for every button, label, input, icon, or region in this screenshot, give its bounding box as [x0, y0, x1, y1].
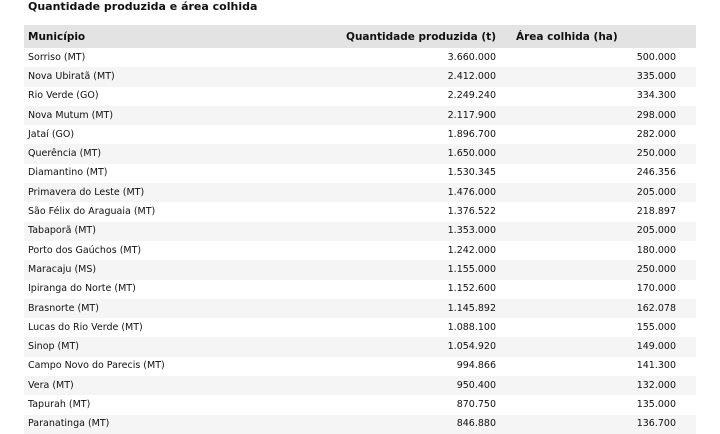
cell-quantidade: 1.242.000: [447, 244, 496, 256]
cell-municipio: Tapurah (MT): [28, 398, 91, 410]
cell-area: 141.300: [636, 360, 676, 372]
cell-quantidade: 1.376.522: [447, 206, 496, 218]
cell-municipio: Campo Novo do Parecis (MT): [28, 360, 165, 372]
table-header: [24, 25, 696, 48]
table-row: [24, 415, 696, 434]
cell-municipio: Diamantino (MT): [28, 167, 108, 179]
cell-municipio: Primavera do Leste (MT): [24, 183, 332, 202]
cell-quantidade: 1.530.345: [447, 167, 496, 179]
table-row: [24, 357, 696, 376]
cell-municipio: Vera (MT): [24, 376, 332, 395]
cell-municipio: Jataí (GO): [28, 128, 75, 140]
table-row: [24, 222, 696, 241]
cell-municipio: Sinop (MT): [24, 337, 332, 356]
table-row: [24, 48, 696, 67]
cell-area: 149.000: [504, 337, 696, 356]
cell-municipio: Nova Mutum (MT): [24, 106, 332, 125]
cell-municipio: Porto dos Gaúchos (MT): [28, 244, 142, 256]
cell-municipio: Sorriso (MT): [28, 51, 86, 63]
cell-area: 298.000: [504, 106, 696, 125]
cell-municipio: Maracaju (MS): [24, 260, 332, 279]
table-row: [24, 106, 696, 125]
cell-quantidade: 2.412.000: [332, 67, 504, 86]
cell-area: 170.000: [636, 283, 676, 295]
cell-area: 335.000: [504, 67, 696, 86]
cell-area: 132.000: [504, 376, 696, 395]
cell-quantidade: 2.117.900: [332, 106, 504, 125]
table-row: [24, 337, 696, 356]
cell-quantidade: 846.880: [332, 415, 504, 434]
cell-municipio: Paranatinga (MT): [24, 415, 332, 434]
cell-quantidade: 1.054.920: [332, 337, 504, 356]
cell-municipio: Querência (MT): [24, 144, 332, 163]
cell-area: 180.000: [636, 244, 676, 256]
cell-municipio: Rio Verde (GO): [28, 90, 99, 102]
cell-area: 162.078: [504, 299, 696, 318]
cell-area: 282.000: [636, 128, 676, 140]
cell-quantidade: 1.476.000: [332, 183, 504, 202]
cell-municipio: Ipiranga do Norte (MT): [28, 283, 136, 295]
table-row: [24, 125, 696, 144]
cell-area: 246.356: [636, 167, 676, 179]
cell-quantidade: 1.896.700: [447, 128, 496, 140]
cell-area: 218.897: [636, 206, 676, 218]
cell-area: 205.000: [504, 222, 696, 241]
cell-area: 250.000: [504, 260, 696, 279]
table-row: [24, 164, 696, 183]
cell-quantidade: 950.400: [332, 376, 504, 395]
cell-quantidade: 1.353.000: [332, 222, 504, 241]
table-row: [24, 260, 696, 279]
cell-municipio: Nova Ubiratã (MT): [24, 67, 332, 86]
column-header-quantidade[interactable]: Quantidade produzida (t): [332, 25, 504, 48]
cell-quantidade: 994.866: [456, 360, 496, 372]
cell-quantidade: 1.650.000: [332, 144, 504, 163]
municipality-table: [24, 25, 696, 434]
table-row: [24, 318, 696, 337]
column-header-area[interactable]: Área colhida (ha): [504, 25, 696, 48]
cell-area: 136.700: [504, 415, 696, 434]
table-row: [24, 144, 696, 163]
table-caption: Quantidade produzida e área colhida: [28, 0, 258, 13]
cell-area: 250.000: [504, 144, 696, 163]
table-row: [24, 395, 696, 414]
cell-quantidade: 2.249.240: [447, 90, 496, 102]
cell-quantidade: 1.155.000: [332, 260, 504, 279]
cell-quantidade: 870.750: [456, 398, 496, 410]
table-body: [24, 48, 696, 434]
cell-area: 135.000: [636, 398, 676, 410]
cell-municipio: São Félix do Araguaia (MT): [28, 206, 156, 218]
table-row: [24, 280, 696, 299]
cell-area: 500.000: [636, 51, 676, 63]
cell-area: 205.000: [504, 183, 696, 202]
cell-municipio: Lucas do Rio Verde (MT): [28, 321, 143, 333]
cell-quantidade: 1.152.600: [447, 283, 496, 295]
cell-quantidade: 3.660.000: [447, 51, 496, 63]
table-row: [24, 183, 696, 202]
cell-area: 334.300: [636, 90, 676, 102]
table-row: [24, 202, 696, 221]
cell-municipio: Brasnorte (MT): [24, 299, 332, 318]
cell-municipio: Tabaporã (MT): [24, 222, 332, 241]
cell-quantidade: 1.145.892: [332, 299, 504, 318]
column-header-municipio[interactable]: Município: [24, 25, 332, 48]
table-row: [24, 299, 696, 318]
cell-area: 155.000: [636, 321, 676, 333]
table-row: [24, 87, 696, 106]
header-row: [24, 25, 696, 48]
table-row: [24, 241, 696, 260]
table-row: [24, 67, 696, 86]
cell-quantidade: 1.088.100: [447, 321, 496, 333]
table-row: [24, 376, 696, 395]
